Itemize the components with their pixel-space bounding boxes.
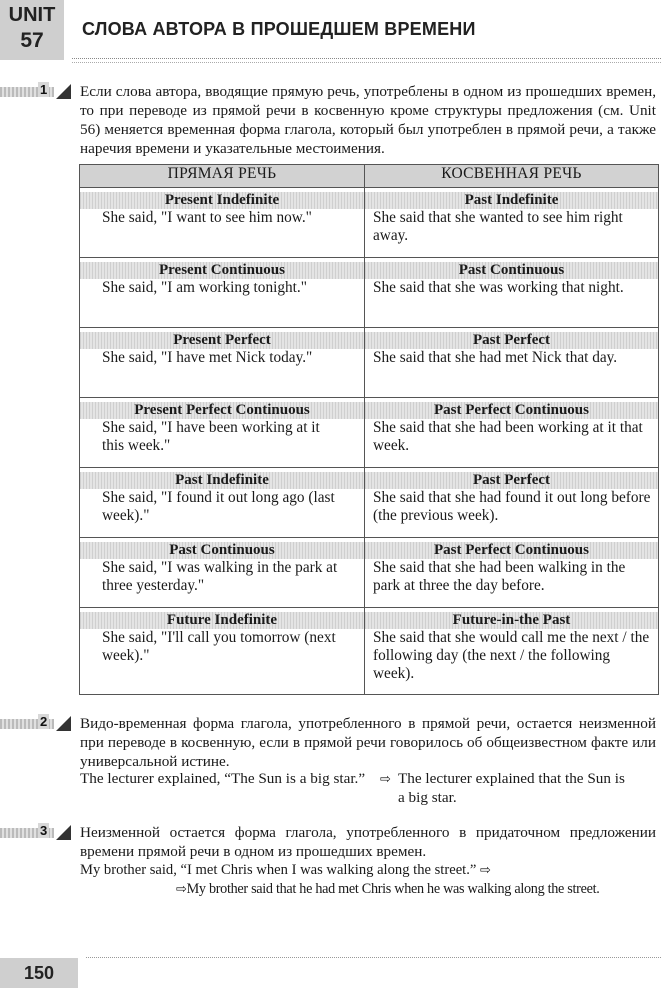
direct-cell <box>80 328 365 398</box>
tense-name: Past Indefinite <box>365 192 658 209</box>
section-2-number: 2 <box>40 714 48 729</box>
direct-cell <box>80 608 365 695</box>
section-3-example-indirect: ⇨My brother said that he had met Chris when he was walking along the street. <box>176 881 600 897</box>
indirect-cell <box>365 258 659 328</box>
direct-cell <box>80 398 365 468</box>
arrow-icon: ⇨ <box>176 882 187 897</box>
arrow-icon: ⇨ <box>380 772 391 787</box>
col-header-direct: ПРЯМАЯ РЕЧЬ <box>80 165 365 188</box>
direct-example: She said, "I found it out long ago (last week)." <box>102 489 335 524</box>
section-2-text: Видо-временная форма глагола, употребленного в прямой речи, остается неизменной при переводе в косвенную, если в прямой речи говорилось об общеизвестном факте или универсальной истине. <box>80 715 656 770</box>
direct-example: She said, "I have met Nick today." <box>102 349 313 366</box>
tense-name: Past Perfect <box>365 332 658 349</box>
direct-example: She said, "I was walking in the park at three yesterday." <box>102 559 338 594</box>
indirect-example: She said that she had been walking in the park at three the day before. <box>373 559 626 594</box>
direct-cell <box>80 258 365 328</box>
indirect-example: She said that she had met Nick that day. <box>373 349 618 366</box>
section-1-marker <box>0 84 72 98</box>
page-number: 150 <box>0 958 78 988</box>
tense-name: Future-in-the Past <box>365 612 658 629</box>
section-1-text: Если слова автора, вводящие прямую речь, употреблены в одном из прошедших времен, то при переводе из прямой речи в косвенную кроме структуры предложения (см. Unit 56) меняется временная форма глагола, который был употреблен в прямой речи, а также наречия времени и указательные местоимения. <box>80 83 656 157</box>
tense-name: Present Indefinite <box>80 192 364 209</box>
arrow-icon: ⇨ <box>480 863 491 878</box>
table-row <box>80 398 659 468</box>
tense-name: Past Perfect Continuous <box>365 402 658 419</box>
section-2-example-indirect-cont: a big star. <box>398 789 457 806</box>
col-header-indirect: КОСВЕННАЯ РЕЧЬ <box>365 165 659 188</box>
unit-label: UNIT <box>8 4 56 26</box>
section-3-example-direct: My brother said, “I met Chris when I was walking along the street.” ⇨ <box>80 862 491 878</box>
section-3-text: Неизменной остается форма глагола, употребленного в придаточном предложении времени прямой речи в одном из прошедших времен. <box>80 824 656 860</box>
table-row <box>80 328 659 398</box>
page-title: СЛОВА АВТОРА В ПРОШЕДШЕМ ВРЕМЕНИ <box>82 19 476 39</box>
indirect-cell <box>365 398 659 468</box>
direct-example: She said, "I have been working at it this week." <box>102 419 320 454</box>
direct-cell <box>80 538 365 608</box>
title-divider <box>72 58 661 63</box>
tense-name: Present Perfect <box>80 332 364 349</box>
table-row <box>80 188 659 258</box>
unit-number: 57 <box>20 29 44 52</box>
direct-cell <box>80 188 365 258</box>
indirect-example: She said that she had found it out long before (the previous week). <box>373 489 651 524</box>
indirect-example: She said that she had been working at it that week. <box>373 419 643 454</box>
triangle-icon <box>56 84 71 99</box>
section-2-marker <box>0 716 72 730</box>
indirect-example: She said that she would call me the next / the following day (the next / the following week). <box>373 629 650 682</box>
tense-name: Present Perfect Continuous <box>80 402 364 419</box>
table-row <box>80 468 659 538</box>
tense-name: Present Continuous <box>80 262 364 279</box>
section-2-example-direct: The lecturer explained, “The Sun is a big star.” <box>80 770 366 787</box>
table-row <box>80 258 659 328</box>
section-3-number: 3 <box>40 823 48 838</box>
direct-cell <box>80 468 365 538</box>
table-row <box>80 538 659 608</box>
direct-example: She said, "I want to see him now." <box>102 209 312 226</box>
tense-name: Past Perfect Continuous <box>365 542 658 559</box>
direct-example: She said, "I am working tonight." <box>102 279 307 296</box>
indirect-cell <box>365 608 659 695</box>
tense-name: Past Perfect <box>365 472 658 489</box>
indirect-cell <box>365 188 659 258</box>
section-2-example-indirect: The lecturer explained that the Sun is <box>398 770 625 787</box>
indirect-example: She said that she was working that night. <box>373 279 624 296</box>
triangle-icon <box>56 716 71 731</box>
unit-badge <box>0 0 64 60</box>
indirect-cell <box>365 468 659 538</box>
tense-name: Past Continuous <box>365 262 658 279</box>
indirect-example: She said that she wanted to see him right away. <box>373 209 623 244</box>
tense-name: Future Indefinite <box>80 612 364 629</box>
table-row <box>80 608 659 695</box>
indirect-cell <box>365 328 659 398</box>
speech-table <box>79 164 659 695</box>
tense-name: Past Indefinite <box>80 472 364 489</box>
direct-example: She said, "I'll call you tomorrow (next week)." <box>102 629 336 664</box>
triangle-icon <box>56 825 71 840</box>
section-1-number: 1 <box>40 82 48 97</box>
tense-name: Past Continuous <box>80 542 364 559</box>
section-3-marker <box>0 825 72 839</box>
indirect-cell <box>365 538 659 608</box>
footer-divider <box>86 957 661 958</box>
